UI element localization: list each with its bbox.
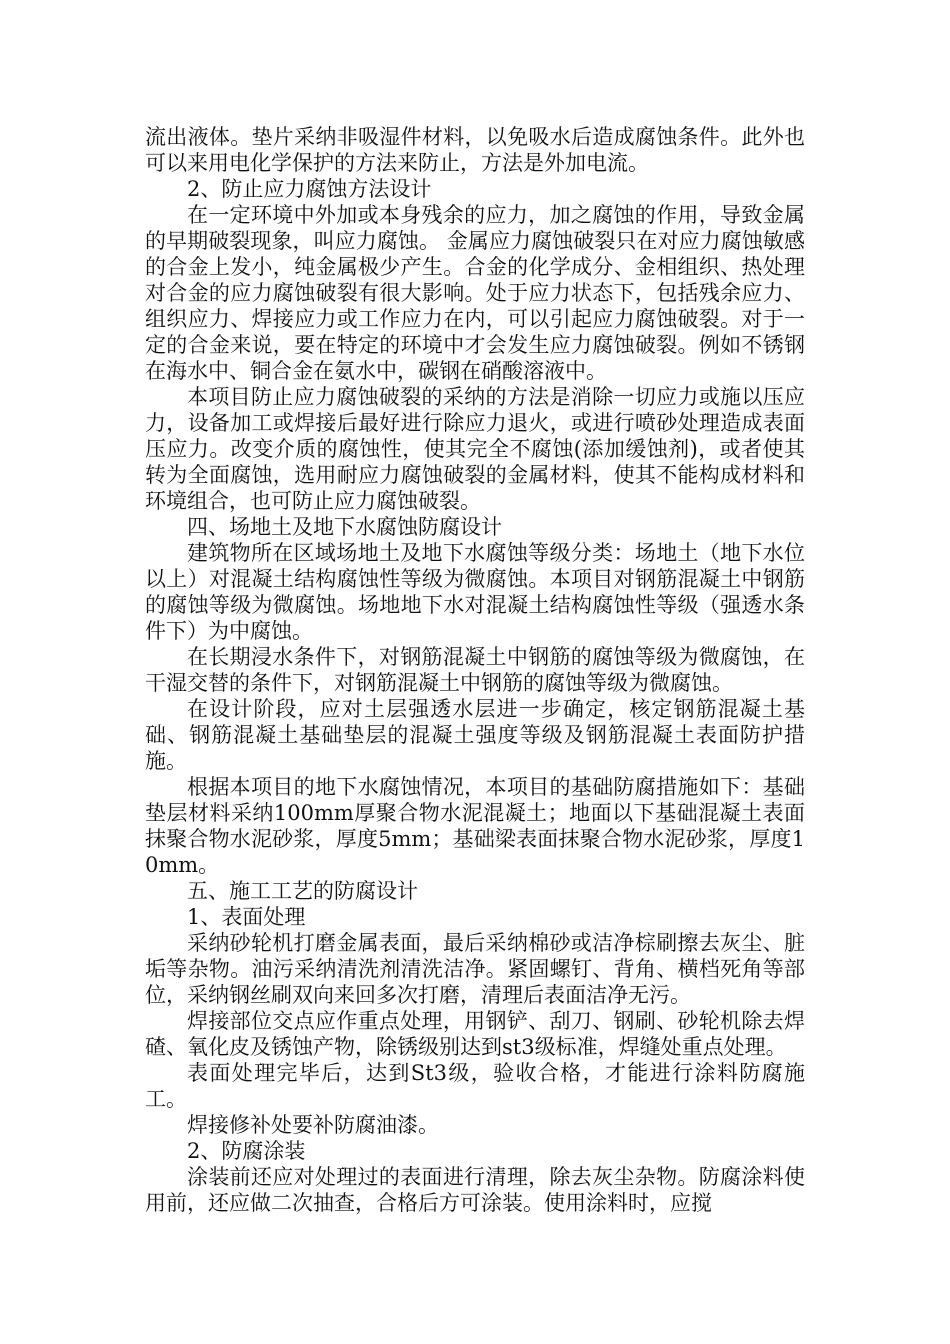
document-page	[145, 124, 805, 1216]
section-heading: 2、防腐涂装	[187, 1139, 306, 1163]
body-paragraph: 在一定环境中外加或本身残余的应力，加之腐蚀的作用，导致金属的早期破裂现象，叫应力腐蚀。 金属应力腐蚀破裂只在对应力腐蚀敏感的合金上发小，纯金属极少产生。合金的化学成分、金相组织、热处理对合金的应力腐蚀破裂有很大影响。处于应力状态下，包括残余应力、组织应力、焊接应力或工作应力在内，可以引起应力腐蚀破裂。对于一定的合金来说，要在特定的环境中才会发生应力腐蚀破裂。例如不锈钢在海水中、铜合金在氨水中，碳钢在硝酸溶液中。	[145, 203, 805, 383]
section-heading: 2、防止应力腐蚀方法设计	[187, 177, 432, 201]
body-paragraph: 焊接部位交点应作重点处理，用钢铲、刮刀、钢刷、砂轮机除去焊碴、氧化皮及锈蚀产物，除锈级别达到st3级标准，焊缝处重点处理。	[145, 1009, 805, 1059]
body-paragraph: 在长期浸水条件下，对钢筋混凝土中钢筋的腐蚀等级为微腐蚀，在干湿交替的条件下，对钢筋混凝土中钢筋的腐蚀等级为微腐蚀。	[145, 645, 805, 695]
body-paragraph: 本项目防止应力腐蚀破裂的采纳的方法是消除一切应力或施以压应力，设备加工或焊接后最好进行除应力退火，或进行喷砂处理造成表面压应力。改变介质的腐蚀性，使其完全不腐蚀(添加缓蚀剂)，或者使其转为全面腐蚀，选用耐应力腐蚀破裂的金属材料，使其不能构成材料和环境组合，也可防止应力腐蚀破裂。	[145, 385, 805, 513]
body-paragraph: 涂装前还应对处理过的表面进行清理，除去灰尘杂物。防腐涂料使用前，还应做二次抽查，合格后方可涂装。使用涂料时，应搅	[145, 1165, 805, 1215]
section-heading: 1、表面处理	[187, 905, 306, 929]
body-paragraph: 采纳砂轮机打磨金属表面，最后采纳棉砂或洁净棕刷擦去灰尘、脏垢等杂物。油污采纳清洗剂清洗洁净。紧固螺钉、背角、横档死角等部位，采纳钢丝刷双向来回多次打磨，清理后表面洁净无污。	[145, 931, 805, 1007]
section-heading: 四、场地土及地下水腐蚀防腐设计	[187, 515, 502, 539]
body-paragraph: 在设计阶段，应对土层强透水层进一步确定，核定钢筋混凝土基础、钢筋混凝土基础垫层的混凝土强度等级及钢筋混凝土表面防护措施。	[145, 697, 805, 773]
section-heading: 五、施工工艺的防腐设计	[187, 879, 418, 903]
body-paragraph: 建筑物所在区域场地土及地下水腐蚀等级分类：场地土（地下水位以上）对混凝土结构腐蚀性等级为微腐蚀。本项目对钢筋混凝土中钢筋的腐蚀等级为微腐蚀。场地地下水对混凝土结构腐蚀性等级（强透水条件下）为中腐蚀。	[145, 541, 805, 643]
body-paragraph: 根据本项目的地下水腐蚀情况，本项目的基础防腐措施如下：基础垫层材料采纳100mm厚聚合物水泥混凝土；地面以下基础混凝土表面抹聚合物水泥砂浆，厚度5mm；基础梁表面抹聚合物水泥砂浆，厚度10mm。	[145, 775, 805, 877]
body-paragraph: 焊接修补处要补防腐油漆。	[187, 1113, 439, 1137]
body-paragraph: 表面处理完毕后，达到St3级，验收合格，才能进行涂料防腐施工。	[145, 1061, 805, 1111]
body-paragraph: 流出液体。垫片采纳非吸湿件材料，以免吸水后造成腐蚀条件。此外也可以来用电化学保护的方法来防止，方法是外加电流。	[145, 125, 805, 175]
